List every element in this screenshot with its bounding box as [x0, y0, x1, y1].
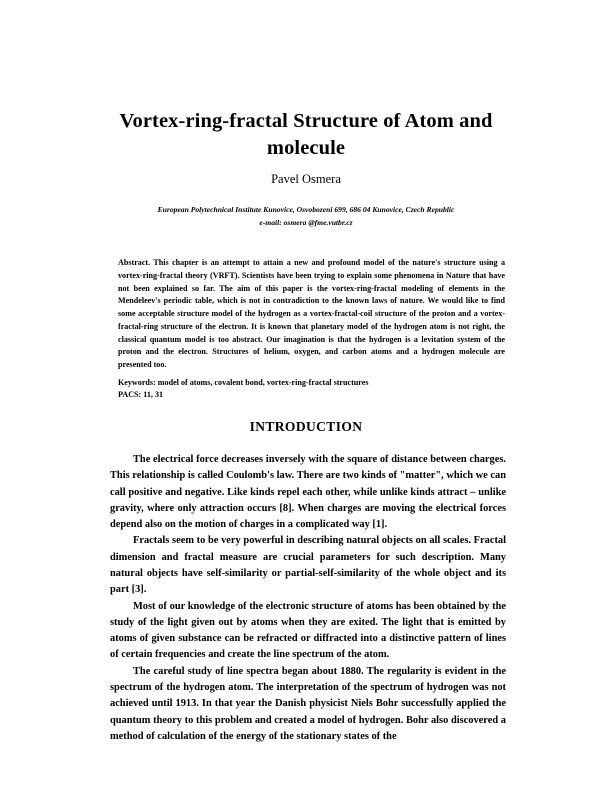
body-paragraph: The careful study of line spectra began about 1880. The regularity is evident in the spectrum of the hydrogen atom. The interpretation of the spectrum of hydrogen was not achieved until 1913. In that year the Danish physicist Niels Bohr successfully applied the quantum theory to this problem and created a model of hydrogen. Bohr also discovered a method of calculation of the energy of the stationary states of the: [110, 665, 506, 742]
body-paragraph: Most of our knowledge of the electronic structure of atoms has been obtained by the study of the light given out by atoms when they are exited. The light that is emitted by atoms of given substance can be refracted or diffracted into a distinctive pattern of lines of certain frequencies and create the line spectrum of the atom.: [110, 600, 506, 661]
author-name: Pavel Osmera: [271, 172, 341, 186]
body-paragraph: The electrical force decreases inversely with the square of distance between charges. This relationship is called Coulomb's law. There are two kinds of "matter", which we can call positive and negative. Like kinds repel each other, while unlike kinds attract – unlike gravity, where only attraction occurs [8]. When charges are moving the electrical forces depend also on the motion of charges in a complicated way [1].: [110, 454, 506, 531]
pacs-line: PACS: 11, 31: [118, 390, 164, 400]
affiliation-email: e-mail: osmera @fme.vutbr.cz: [259, 218, 353, 228]
body-paragraph: Fractals seem to be very powerful in describing natural objects on all scales. Fractal dimension and fractal measure are crucial parameters for such description. Many natural objects have self-similarity or partial-self-similarity of the whole object and its part [3].: [110, 535, 506, 596]
body-text: [110, 452, 506, 745]
section-heading-introduction: INTRODUCTION: [249, 419, 363, 434]
abstract-text: Abstract. This chapter is an attempt to attain a new and profound model of the nature's structure using a vortex-ring-fractal theory (VRFT). Scientists have been trying to explain some phenomena in Nature that have not been explained so far. The aim of this paper is the vortex-ring-fractal modeling of elements in the Mendeleev's periodic table, which is not in contradiction to the known laws of nature. We would like to find some acceptable structure model of the hydrogen as a vortex-fractal-coil structure of the proton and a vortex-fractal-ring structure of the electron. It is known that planetary model of the hydrogen atom is not right, the classical quantum model is too abstract. Our imagination is that the hydrogen is a levitation system of the proton and the electron. Structures of helium, oxygen, and carbon atoms and a hydrogen molecule are presented too.: [118, 258, 505, 370]
affiliation-address: European Polytechnical Institute Kunovice, Osvobozeni 699, 686 04 Kunovice, Czech Republic: [157, 205, 455, 214]
keywords-line: Keywords: model of atoms, covalent bond, vortex-ring-fractal structures: [118, 378, 369, 387]
author-affiliation: [86, 203, 526, 229]
keywords-block: [118, 377, 505, 401]
paper-title: Vortex-ring-fractal Structure of Atom and molecule: [119, 110, 493, 159]
